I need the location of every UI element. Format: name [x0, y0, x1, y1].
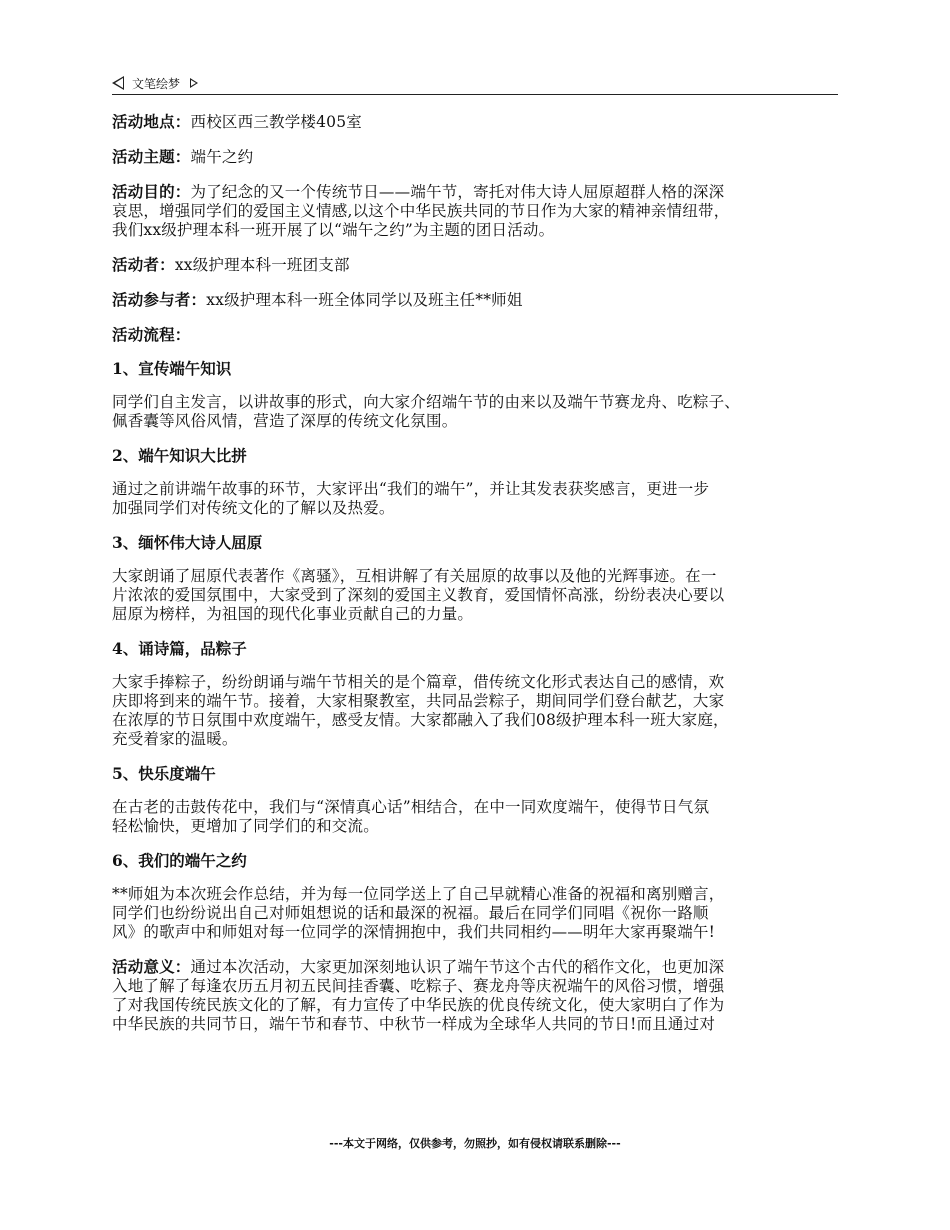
text-line: 片浓浓的爱国氛围中，大家受到了深刻的爱国主义教育，爱国情怀高涨，纷纷表决心要以 — [112, 586, 725, 604]
text-line: 佩香囊等风俗风情，营造了深厚的传统文化氛围。 — [112, 412, 458, 430]
section-paragraph — [112, 673, 852, 749]
field-label: 活动意义： — [112, 957, 191, 976]
section-heading: 4、诵诗篇，品粽子 — [112, 639, 247, 658]
text-line: 同学们也纷纷说出自己对师姐想说的话和最深的祝福。最后在同学们同唱《祝你一路顺 — [112, 904, 709, 922]
text-line: 同学们自主发言，以讲故事的形式，向大家介绍端午节的由来以及端午节赛龙舟、吃粽子、 — [112, 393, 741, 411]
section-heading: 5、快乐度端午 — [112, 764, 216, 783]
field-label: 活动主题： — [112, 147, 191, 166]
text-line: 屈原为榜样，为祖国的现代化事业贡献自己的力量。 — [112, 605, 474, 623]
section-heading: 3、缅怀伟大诗人屈原 — [112, 533, 263, 552]
text-line: 我们xx级护理本科一班开展了以“端午之约”为主题的团日活动。 — [112, 221, 555, 239]
field-location — [112, 112, 852, 132]
field-label: 活动目的： — [112, 182, 191, 201]
field-value: xx级护理本科一班团支部 — [174, 256, 350, 274]
header-title: 文笔绘梦 — [132, 76, 181, 91]
section-heading: 6、我们的端午之约 — [112, 851, 247, 870]
field-label: 活动地点： — [112, 112, 191, 131]
section-paragraph — [112, 480, 852, 518]
page-footer: ---本文于网络，仅供参考，勿照抄，如有侵权请联系删除--- — [329, 1137, 621, 1150]
section-paragraph — [112, 885, 852, 942]
section-paragraph — [112, 798, 852, 836]
field-value: 端午之约 — [190, 148, 254, 166]
text-line: 庆即将到来的端午节。接着，大家相聚教室，共同品尝粽子，期间同学们登台献艺，大家 — [112, 692, 725, 710]
text-line: 通过之前讲端午故事的环节，大家评出“我们的端午”，并让其发表获奖感言，更进一步 — [112, 480, 710, 498]
section-paragraph — [112, 393, 852, 431]
triangle-right-outline-icon — [190, 78, 198, 88]
text-line: 加强同学们对传统文化的了解以及热爱。 — [112, 499, 395, 517]
field-participants — [112, 290, 852, 310]
text-line: **师姐为本次班会作总结，并为每一位同学送上了自己早就精心准备的祝福和离别赠言， — [112, 885, 725, 903]
text-line: 入地了解了每逢农历五月初五民间挂香囊、吃粽子、赛龙舟等庆祝端午的风俗习惯，增强 — [112, 977, 725, 995]
triangle-left-outline-icon — [112, 76, 124, 90]
field-purpose — [112, 182, 852, 240]
text-line: 充受着家的温暖。 — [112, 730, 238, 748]
field-significance — [112, 957, 852, 1034]
field-value: xx级护理本科一班全体同学以及班主任**师姐 — [206, 291, 523, 309]
field-organizer — [112, 255, 852, 275]
text-line: 大家朗诵了屈原代表著作《离骚》，互相讲解了有关屈原的故事以及他的光辉事迹。在一 — [112, 567, 717, 585]
field-value: 西校区西三教学楼405室 — [190, 113, 363, 131]
section-heading: 2、端午知识大比拼 — [112, 446, 247, 465]
text-line: 了对我国传统民族文化的了解，有力宣传了中华民族的优良传统文化，使大家明白了作为 — [112, 996, 725, 1014]
field-theme — [112, 147, 852, 167]
flow-label: 活动流程： — [112, 325, 191, 344]
text-line: 大家手捧粽子，纷纷朗诵与端午节相关的是个篇章，借传统文化形式表达自己的感情，欢 — [112, 673, 725, 691]
page-header — [112, 72, 838, 95]
text-line: 在古老的击鼓传花中，我们与“深情真心话”相结合，在中一同欢度端午，使得节日气氛 — [112, 798, 710, 816]
text-line: 在浓厚的节日氛围中欢度端午，感受友情。大家都融入了我们08级护理本科一班大家庭， — [112, 711, 729, 729]
section-paragraph — [112, 567, 852, 624]
document-body — [112, 112, 852, 1034]
text-line: 为了纪念的又一个传统节日——端午节，寄托对伟大诗人屈原超群人格的深深 — [190, 183, 725, 201]
text-line: 中华民族的共同节日，端午节和春节、中秋节一样成为全球华人共同的节日!而且通过对 — [112, 1015, 716, 1033]
field-label: 活动参与者： — [112, 290, 207, 309]
field-label: 活动者： — [112, 255, 175, 274]
text-line: 通过本次活动，大家更加深刻地认识了端午节这个古代的稻作文化，也更加深 — [190, 958, 725, 976]
text-line: 哀思，增强同学们的爱国主义情感,以这个中华民族共同的节日作为大家的精神亲情纽带， — [112, 202, 730, 220]
section-heading: 1、宣传端午知识 — [112, 359, 232, 378]
text-line: 轻松愉快，更增加了同学们的和交流。 — [112, 817, 379, 835]
text-line: 风》的歌声中和师姐对每一位同学的深情拥抱中，我们共同相约——明年大家再聚端午! — [112, 923, 716, 941]
